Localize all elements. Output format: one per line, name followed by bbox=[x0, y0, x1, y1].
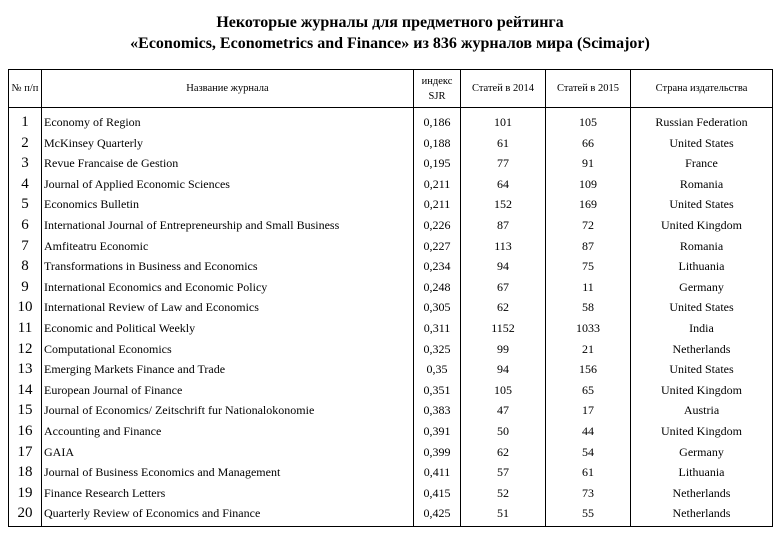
cell-sjr-1: 0,186 bbox=[423, 115, 451, 129]
header-num: № п/п bbox=[9, 70, 42, 108]
cell-a2015-7: 87 bbox=[582, 238, 594, 253]
cell-a2015-15: 17 bbox=[582, 403, 594, 418]
cell-a2014-18: 57 bbox=[497, 465, 509, 480]
cell-name-20: Quarterly Review of Economics and Finance bbox=[44, 506, 261, 521]
cell-a2015-13: 156 bbox=[579, 362, 597, 377]
cell-country-3: France bbox=[685, 156, 718, 171]
cell-sjr-8: 0,234 bbox=[423, 259, 451, 274]
cell-a2015-6: 72 bbox=[582, 217, 594, 232]
column-name bbox=[42, 108, 414, 527]
cell-a2014-16: 50 bbox=[497, 423, 509, 438]
cell-sjr-6: 0,226 bbox=[423, 217, 451, 232]
cell-name-16: Accounting and Finance bbox=[44, 423, 162, 438]
cell-a2014-2: 61 bbox=[497, 135, 509, 150]
cell-name-7: Amfiteatru Economic bbox=[44, 238, 149, 253]
cell-n-7: 7 bbox=[21, 237, 29, 254]
cell-name-6: International Journal of Entrepreneurship and Small Business bbox=[44, 217, 340, 232]
cell-n-13: 13 bbox=[17, 361, 33, 378]
header-name: Название журнала bbox=[42, 70, 414, 108]
cell-a2015-11: 1033 bbox=[576, 320, 600, 335]
cell-a2014-20: 51 bbox=[497, 506, 509, 521]
header-articles-2015: Статей в 2015 bbox=[546, 70, 631, 108]
document-title bbox=[0, 12, 780, 54]
cell-a2015-2: 66 bbox=[582, 135, 594, 150]
cell-n-15: 15 bbox=[17, 402, 33, 419]
cell-sjr-15: 0,383 bbox=[423, 403, 451, 418]
cell-name-19: Finance Research Letters bbox=[44, 485, 166, 500]
cell-n-19: 19 bbox=[17, 484, 33, 501]
cell-name-3: Revue Francaise de Gestion bbox=[44, 156, 179, 171]
cell-a2014-4: 64 bbox=[497, 176, 509, 191]
cell-a2014-7: 113 bbox=[494, 238, 512, 253]
cell-country-20: Netherlands bbox=[672, 506, 731, 521]
cell-name-17: GAIA bbox=[44, 444, 74, 459]
cell-country-12: Netherlands bbox=[672, 341, 731, 356]
cell-sjr-16: 0,391 bbox=[423, 423, 451, 438]
cell-n-9: 9 bbox=[21, 278, 29, 295]
cell-name-2: McKinsey Quarterly bbox=[44, 135, 143, 150]
cell-a2015-14: 65 bbox=[582, 382, 594, 397]
cell-country-9: Germany bbox=[679, 279, 724, 294]
cell-sjr-14: 0,351 bbox=[423, 382, 451, 397]
cell-name-13: Emerging Markets Finance and Trade bbox=[44, 362, 226, 377]
cell-sjr-4: 0,211 bbox=[423, 176, 451, 191]
column-articles-2014 bbox=[461, 108, 546, 527]
cell-n-11: 11 bbox=[17, 319, 33, 336]
cell-a2015-1: 105 bbox=[579, 115, 597, 129]
cell-a2015-12: 21 bbox=[582, 341, 594, 356]
cell-n-5: 5 bbox=[21, 196, 29, 213]
cell-n-3: 3 bbox=[21, 155, 29, 172]
cell-n-18: 18 bbox=[17, 464, 33, 481]
cell-a2015-20: 55 bbox=[582, 506, 594, 521]
cell-sjr-2: 0,188 bbox=[423, 135, 451, 150]
cell-name-12: Computational Economics bbox=[44, 341, 172, 356]
cell-sjr-12: 0,325 bbox=[423, 341, 451, 356]
cell-sjr-3: 0,195 bbox=[423, 156, 451, 171]
cell-a2015-18: 61 bbox=[582, 465, 594, 480]
header-articles-2014: Статей в 2014 bbox=[461, 70, 546, 108]
cell-a2014-11: 1152 bbox=[491, 320, 515, 335]
cell-country-18: Lithuania bbox=[678, 465, 725, 480]
cell-a2015-9: 11 bbox=[582, 279, 594, 294]
cell-a2014-8: 94 bbox=[497, 259, 509, 274]
cell-country-19: Netherlands bbox=[672, 485, 731, 500]
cell-n-10: 10 bbox=[17, 299, 33, 316]
table-header-row bbox=[9, 70, 773, 108]
title-line-1: Некоторые журналы для предметного рейтинга bbox=[216, 14, 564, 31]
cell-country-1: Russian Federation bbox=[655, 115, 748, 129]
cell-a2015-16: 44 bbox=[582, 423, 594, 438]
cell-name-1: Economy of Region bbox=[44, 115, 141, 129]
cell-country-15: Austria bbox=[683, 403, 720, 418]
cell-name-5: Economics Bulletin bbox=[44, 197, 139, 212]
cell-country-10: United States bbox=[669, 300, 734, 315]
cell-name-14: European Journal of Finance bbox=[44, 382, 183, 397]
header-sjr: индекс SJR bbox=[414, 70, 461, 108]
cell-n-14: 14 bbox=[17, 381, 33, 398]
cell-a2014-6: 87 bbox=[497, 217, 509, 232]
cell-a2015-5: 169 bbox=[579, 197, 597, 212]
cell-a2014-1: 101 bbox=[494, 115, 512, 129]
cell-a2014-12: 99 bbox=[497, 341, 509, 356]
title-line-2: «Economics, Econometrics and Finance» из 836 журналов мира (Scimajor) bbox=[130, 35, 650, 52]
cell-sjr-5: 0,211 bbox=[423, 197, 451, 212]
journals-table bbox=[8, 69, 773, 527]
cell-country-11: India bbox=[689, 320, 714, 335]
cell-sjr-18: 0,411 bbox=[423, 465, 451, 480]
cell-sjr-20: 0,425 bbox=[423, 506, 451, 521]
table-body-row bbox=[9, 108, 773, 527]
cell-n-16: 16 bbox=[17, 422, 33, 439]
cell-a2014-3: 77 bbox=[497, 156, 509, 171]
cell-sjr-11: 0,311 bbox=[423, 320, 451, 335]
cell-sjr-9: 0,248 bbox=[423, 279, 451, 294]
cell-name-10: International Review of Law and Economics bbox=[44, 300, 259, 315]
cell-a2014-17: 62 bbox=[497, 444, 509, 459]
header-country: Страна издательства bbox=[631, 70, 773, 108]
cell-name-9: International Economics and Economic Policy bbox=[44, 279, 268, 294]
cell-n-8: 8 bbox=[21, 258, 29, 275]
cell-n-4: 4 bbox=[21, 175, 29, 192]
cell-a2014-10: 62 bbox=[497, 300, 509, 315]
cell-country-17: Germany bbox=[679, 444, 724, 459]
cell-country-8: Lithuania bbox=[678, 259, 725, 274]
cell-name-11: Economic and Political Weekly bbox=[44, 320, 196, 335]
cell-country-4: Romania bbox=[679, 176, 724, 191]
cell-a2015-19: 73 bbox=[582, 485, 594, 500]
cell-a2015-17: 54 bbox=[582, 444, 594, 459]
cell-n-20: 20 bbox=[17, 505, 33, 522]
cell-a2015-4: 109 bbox=[579, 176, 597, 191]
cell-n-17: 17 bbox=[17, 443, 33, 460]
cell-country-6: United Kingdom bbox=[661, 217, 742, 232]
cell-sjr-10: 0,305 bbox=[423, 300, 451, 315]
cell-country-7: Romania bbox=[679, 238, 724, 253]
cell-sjr-7: 0,227 bbox=[423, 238, 451, 253]
cell-sjr-13: 0,35 bbox=[426, 362, 448, 377]
cell-a2015-3: 91 bbox=[582, 156, 594, 171]
cell-name-18: Journal of Business Economics and Management bbox=[44, 465, 281, 480]
cell-a2014-15: 47 bbox=[497, 403, 509, 418]
cell-name-4: Journal of Applied Economic Sciences bbox=[44, 176, 230, 191]
column-articles-2015 bbox=[546, 108, 631, 527]
cell-a2014-19: 52 bbox=[497, 485, 509, 500]
cell-n-2: 2 bbox=[21, 134, 29, 151]
cell-a2015-10: 58 bbox=[582, 300, 594, 315]
cell-country-13: United States bbox=[669, 362, 734, 377]
cell-name-8: Transformations in Business and Economics bbox=[44, 259, 258, 274]
cell-n-12: 12 bbox=[17, 340, 33, 357]
cell-country-2: United States bbox=[669, 135, 734, 150]
cell-a2014-5: 152 bbox=[494, 197, 512, 212]
column-num bbox=[9, 108, 42, 527]
cell-country-14: United Kingdom bbox=[661, 382, 742, 397]
cell-sjr-19: 0,415 bbox=[423, 485, 451, 500]
cell-a2015-8: 75 bbox=[582, 259, 594, 274]
cell-n-6: 6 bbox=[21, 216, 29, 233]
cell-country-16: United Kingdom bbox=[661, 423, 742, 438]
cell-name-15: Journal of Economics/ Zeitschrift fur Nationalokonomie bbox=[44, 403, 315, 418]
column-sjr bbox=[414, 108, 461, 527]
cell-a2014-13: 94 bbox=[497, 362, 509, 377]
cell-n-1: 1 bbox=[21, 114, 29, 130]
cell-a2014-14: 105 bbox=[494, 382, 512, 397]
cell-a2014-9: 67 bbox=[497, 279, 509, 294]
cell-sjr-17: 0,399 bbox=[423, 444, 451, 459]
column-country bbox=[631, 108, 773, 527]
cell-country-5: United States bbox=[669, 197, 734, 212]
